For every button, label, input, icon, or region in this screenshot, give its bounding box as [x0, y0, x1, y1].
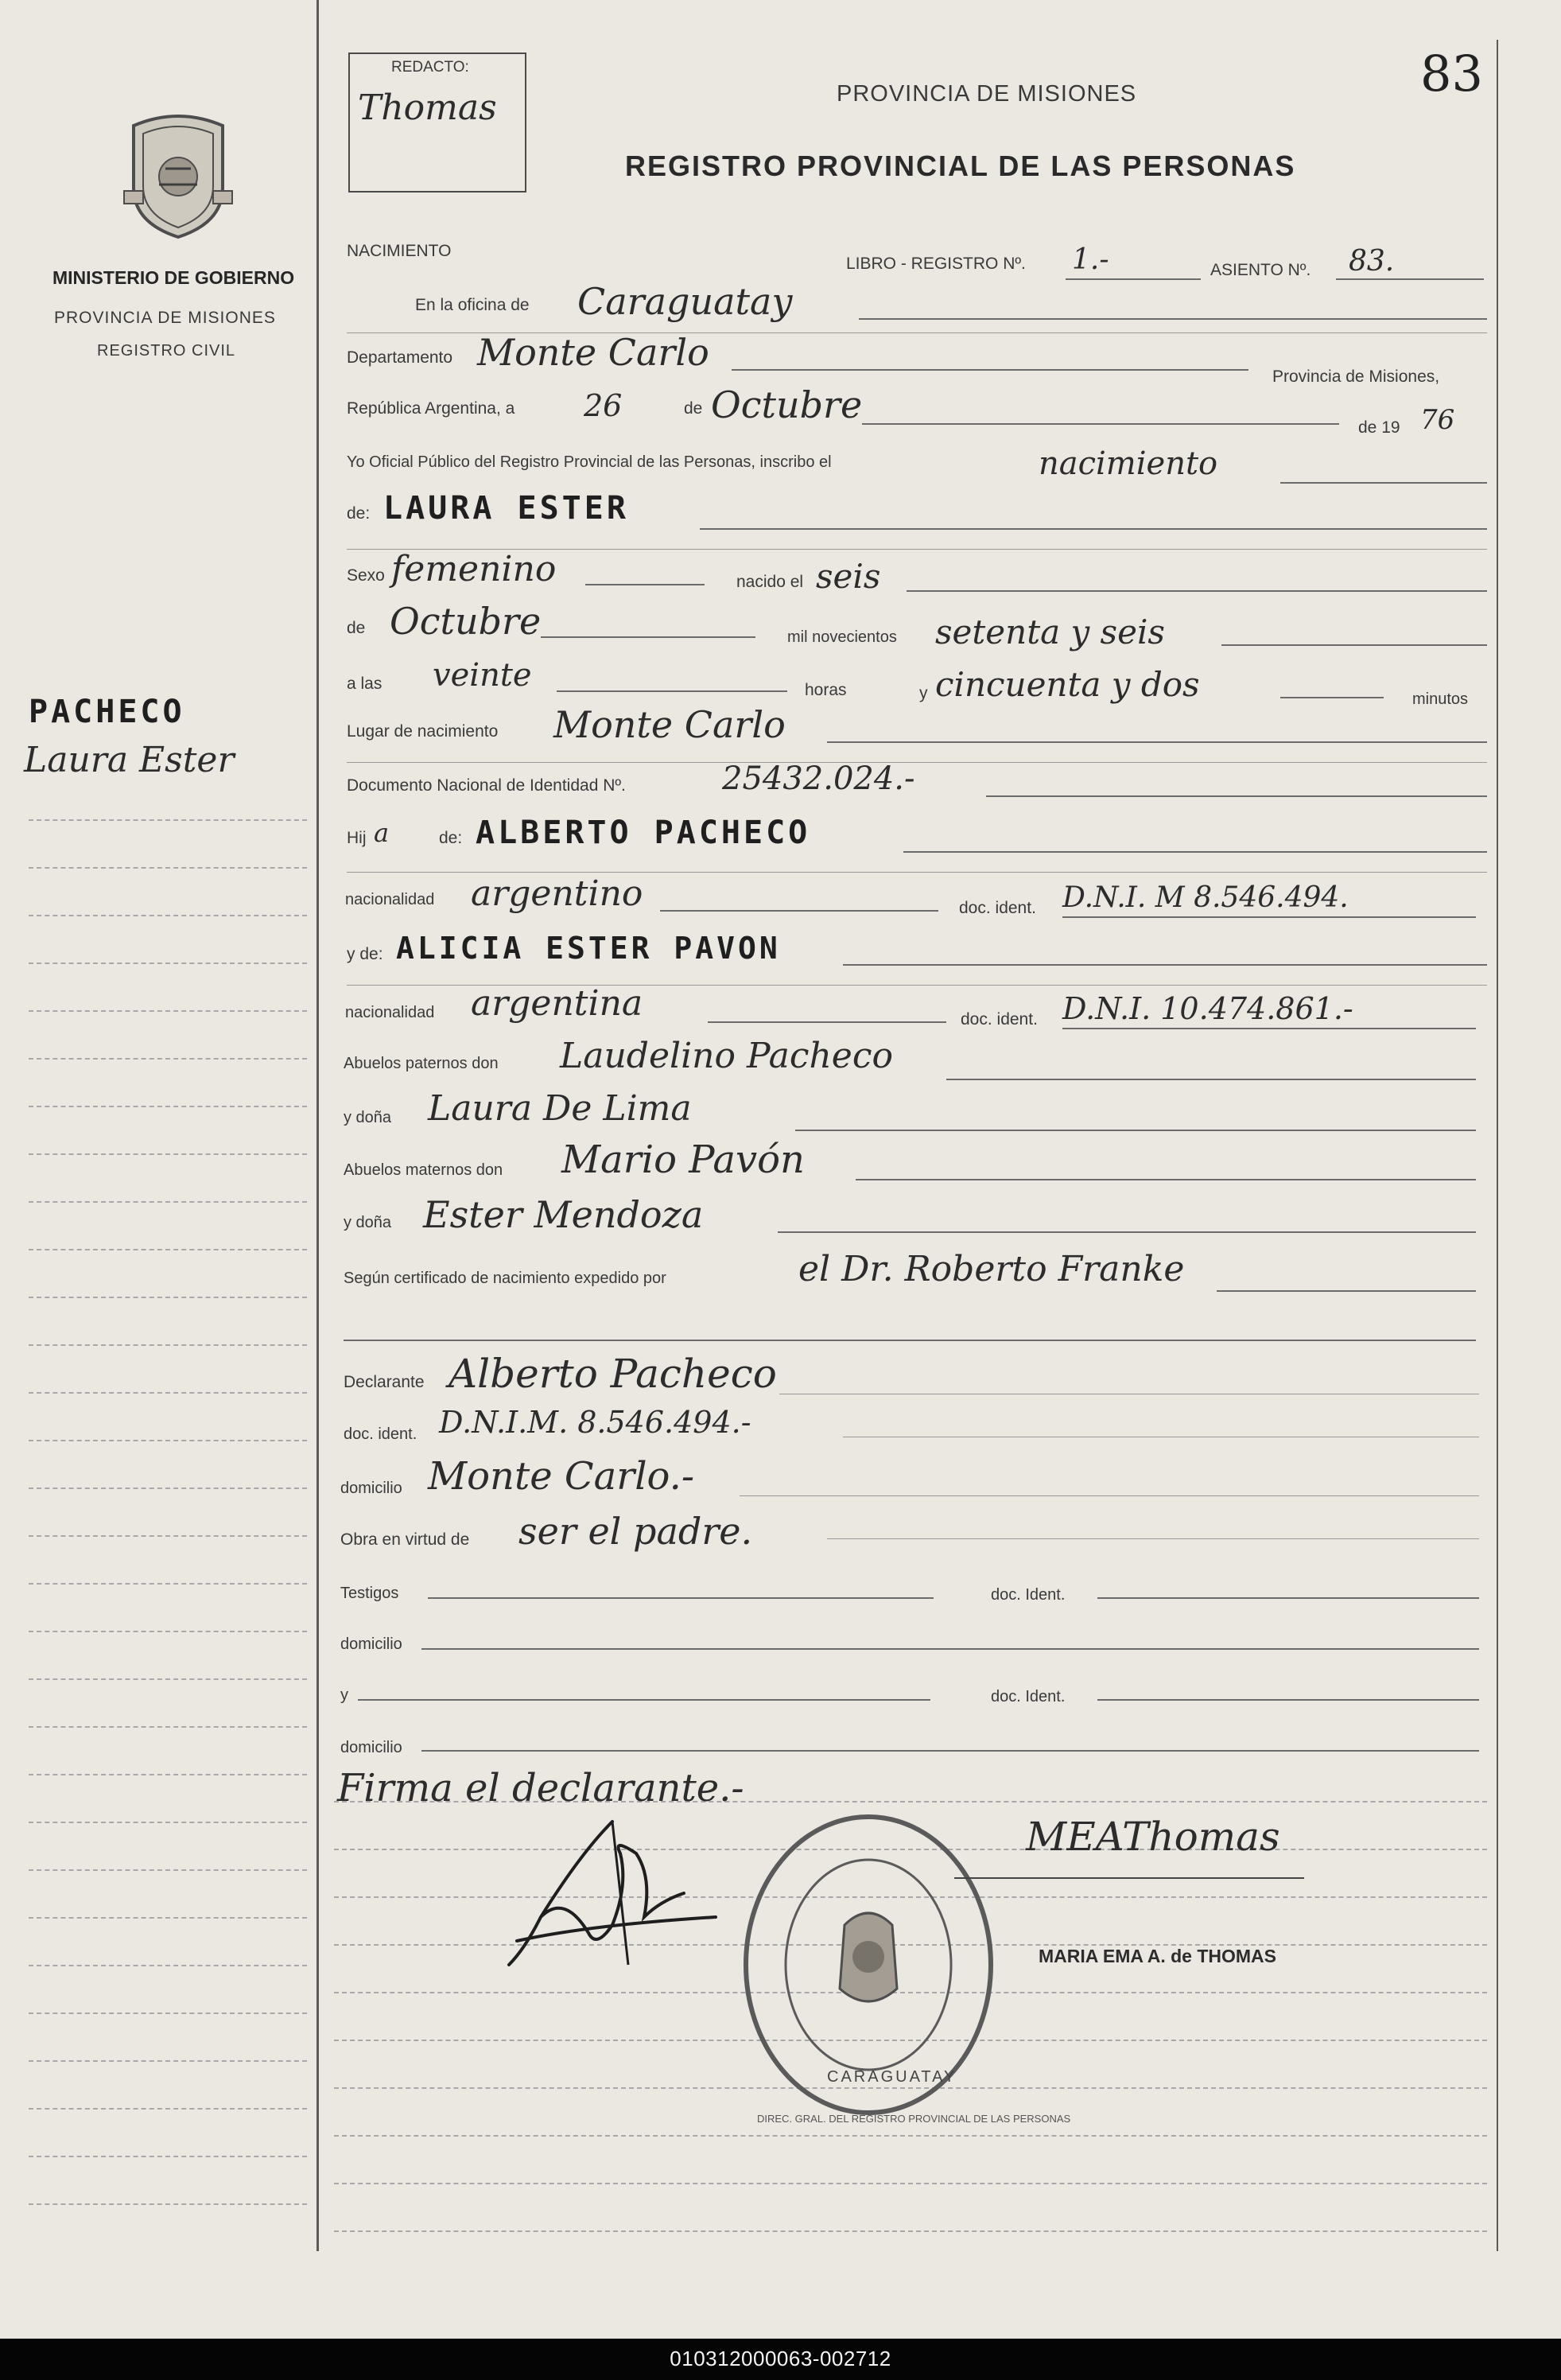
child-name: LAURA ESTER [383, 490, 629, 527]
right-margin-line [1497, 40, 1498, 2251]
inscribo-label: Yo Oficial Público del Registro Provincial de las Personas, inscribo el [347, 453, 832, 471]
lugar-line-2 [347, 762, 1487, 763]
dni-line [986, 795, 1487, 797]
name-line [700, 528, 1487, 530]
province-heading: PROVINCIA DE MISIONES [837, 81, 1137, 107]
margin-line [29, 1726, 307, 1728]
margin-line [29, 1344, 307, 1346]
margin-line [29, 1869, 307, 1871]
y2-line [358, 1699, 930, 1701]
nacido-value: seis [816, 557, 881, 596]
ministry-emblem [118, 111, 239, 247]
month-value: Octubre [711, 383, 863, 426]
departamento-line [732, 369, 1248, 371]
minutes-value: cincuenta y dos [935, 665, 1200, 704]
hour-value: veinte [433, 657, 532, 694]
margin-line [29, 1106, 307, 1107]
sign-line [334, 2183, 1487, 2184]
father-doc-line [1062, 916, 1476, 918]
margin-line [29, 1535, 307, 1537]
margin-line [29, 1058, 307, 1060]
de-month-label: de [347, 619, 366, 637]
abuelo-mat-line [856, 1179, 1476, 1180]
mother-line [843, 964, 1487, 966]
lugar-line [827, 741, 1487, 743]
asiento-label: ASIENTO Nº. [1210, 261, 1311, 279]
mother-doc-label: doc. ident. [961, 1010, 1038, 1029]
sexo-line [585, 584, 705, 585]
minutos-label: minutos [1412, 690, 1469, 708]
abuela-pat-line [795, 1130, 1476, 1131]
republica-label: República Argentina, a [347, 399, 515, 418]
dni-value: 25432.024.- [722, 760, 915, 797]
left-margin-line [316, 0, 319, 2251]
year-value: 76 [1420, 404, 1455, 436]
oficina-value: Caraguatay [577, 280, 793, 323]
page-number: 83 [1420, 45, 1483, 103]
certificado-line [1217, 1290, 1476, 1292]
margin-line [29, 1201, 307, 1203]
test2-doc-label: doc. Ident. [991, 1688, 1066, 1705]
obra-value: ser el padre. [518, 1510, 753, 1553]
certificado-label: Según certificado de nacimiento expedido por [344, 1270, 666, 1287]
father-line [903, 851, 1487, 853]
decl-doc-label: doc. ident. [344, 1425, 417, 1443]
oficina-line [859, 318, 1487, 320]
father-name: ALBERTO PACHECO [476, 815, 811, 851]
y2-label: y [340, 1686, 348, 1704]
test2-doc-line [1097, 1699, 1479, 1701]
lugar-label: Lugar de nacimiento [347, 722, 499, 741]
mil-label: mil novecientos [787, 628, 897, 646]
a-las-label: a las [347, 675, 382, 693]
obra-line [827, 1538, 1479, 1539]
domicilio-label: domicilio [340, 1480, 402, 1497]
y-label: y [919, 684, 928, 702]
testigos-label: Testigos [340, 1585, 399, 1602]
father-de-label: de: [439, 829, 463, 847]
hijo-suffix: a [374, 818, 390, 848]
margin-line [29, 1010, 307, 1012]
libro-label: LIBRO - REGISTRO Nº. [846, 255, 1026, 273]
father-nat-value: argentino [471, 873, 643, 914]
redacto-value: Thomas [358, 88, 497, 128]
departamento-value: Monte Carlo [477, 331, 709, 374]
margin-line [29, 1392, 307, 1394]
abuelo-pat-line [946, 1079, 1476, 1080]
margin-line [29, 2108, 307, 2110]
redacto-label: REDACTO: [391, 59, 469, 76]
test-doc-label: doc. Ident. [991, 1586, 1066, 1604]
officer-signature-line [954, 1877, 1304, 1879]
lugar-value: Monte Carlo [553, 703, 786, 746]
domicilio-value: Monte Carlo.- [428, 1454, 695, 1499]
abuela-mat-label: y doña [344, 1214, 392, 1231]
month-line [862, 423, 1339, 425]
margin-line [29, 1774, 307, 1775]
provincia-suffix: Provincia de Misiones, [1272, 368, 1440, 386]
test-doc-line [1097, 1597, 1479, 1599]
oficina-label: En la oficina de [415, 296, 530, 314]
abuelos-pat-label: Abuelos paternos don [344, 1055, 499, 1072]
margin-line [29, 1440, 307, 1441]
domicilio2-line [421, 1648, 1479, 1650]
sign-line [334, 2230, 1487, 2232]
year-prefix: de 19 [1358, 418, 1400, 437]
act-type-label: NACIMIENTO [347, 242, 452, 260]
inscribo-value: nacimiento [1039, 445, 1218, 482]
margin-line [29, 962, 307, 964]
margin-line [29, 1249, 307, 1250]
nacido-line [907, 590, 1487, 592]
officer-signature: MEAThomas [1026, 1814, 1280, 1860]
libro-line [1066, 278, 1201, 280]
asiento-value: 83. [1349, 245, 1395, 278]
decl-doc-value: D.N.I.M. 8.546.494.- [439, 1405, 751, 1440]
domicilio3-line [421, 1750, 1479, 1752]
margin-line [29, 1678, 307, 1680]
mother-nat-line [708, 1021, 946, 1023]
seal-text: DIREC. GRAL. DEL REGISTRO PROVINCIAL DE LAS PERSONAS [757, 2113, 1071, 2125]
testigos-line [428, 1597, 934, 1599]
ministry-name: MINISTERIO DE GOBIERNO [52, 267, 295, 288]
margin-given-names: Laura Ester [24, 740, 235, 780]
day-value: 26 [584, 388, 623, 423]
mother-doc-line [1062, 1028, 1476, 1029]
margin-line [29, 819, 307, 821]
abuelo-pat-value: Laudelino Pacheco [560, 1036, 893, 1076]
domicilio3-label: domicilio [340, 1739, 402, 1756]
margin-surname: PACHECO [29, 694, 185, 730]
father-nat-line [660, 910, 938, 912]
de-label: de [684, 399, 703, 418]
officer-name: MARIA EMA A. de THOMAS [1039, 1946, 1276, 1966]
margin-line [29, 2012, 307, 2014]
abuela-mat-value: Ester Mendoza [423, 1193, 704, 1236]
hijo-label: Hij [347, 829, 367, 847]
mother-doc-value: D.N.I. 10.474.861.- [1062, 991, 1353, 1026]
declarante-label: Declarante [344, 1373, 425, 1391]
birth-month-line [541, 636, 755, 638]
sign-line [334, 2135, 1487, 2137]
minutes-line [1280, 697, 1384, 698]
margin-line [29, 1583, 307, 1585]
name-de-label: de: [347, 504, 371, 523]
margin-line [29, 1153, 307, 1155]
certificado-value: el Dr. Roberto Franke [798, 1249, 1185, 1289]
horas-label: horas [805, 681, 847, 699]
margin-line [29, 2203, 307, 2205]
margin-line [29, 1488, 307, 1489]
seal-place: CARAGUATAY [827, 2068, 957, 2086]
domicilio2-label: domicilio [340, 1635, 402, 1653]
abuela-pat-label: y doña [344, 1109, 392, 1126]
document-id: 010312000063-002712 [670, 2347, 891, 2370]
margin-line [29, 2156, 307, 2157]
father-doc-value: D.N.I. M 8.546.494. [1062, 881, 1349, 914]
margin-line [29, 2060, 307, 2062]
firma-note: Firma el declarante.- [337, 1766, 744, 1810]
margin-line [29, 1631, 307, 1632]
departamento-label: Departamento [347, 348, 453, 367]
registry-title: REGISTRO PROVINCIAL DE LAS PERSONAS [625, 150, 1296, 182]
nacido-label: nacido el [736, 573, 804, 591]
libro-value: 1.- [1072, 243, 1109, 276]
declarant-signature [493, 1806, 732, 1981]
margin-line [29, 1965, 307, 1966]
inscribo-line [1280, 482, 1487, 484]
declarante-value: Alberto Pacheco [448, 1351, 777, 1397]
abuela-pat-value: Laura De Lima [428, 1088, 692, 1129]
certificado-line-2 [344, 1340, 1476, 1341]
abuelo-mat-value: Mario Pavón [561, 1138, 805, 1182]
margin-line [29, 1917, 307, 1919]
hour-line [557, 690, 787, 692]
margin-line [29, 867, 307, 869]
abuela-mat-line [778, 1231, 1476, 1233]
mil-line [1221, 644, 1487, 646]
margin-line [29, 1822, 307, 1823]
mother-nat-label: nacionalidad [345, 1004, 435, 1021]
birth-month-value: Octubre [390, 600, 542, 643]
sexo-label: Sexo [347, 566, 385, 585]
obra-label: Obra en virtud de [340, 1530, 470, 1549]
margin-line [29, 1297, 307, 1298]
abuelos-mat-label: Abuelos maternos don [344, 1161, 503, 1179]
ministry-province: PROVINCIA DE MISIONES [54, 309, 276, 327]
sexo-value: femenino [391, 549, 557, 589]
ministry-registry: REGISTRO CIVIL [97, 342, 236, 360]
father-doc-label: doc. ident. [959, 899, 1036, 917]
mother-de-label: y de: [347, 945, 383, 963]
father-line-2 [347, 872, 1487, 873]
margin-line [29, 915, 307, 916]
mil-value: setenta y seis [935, 612, 1165, 651]
mother-nat-value: argentina [471, 983, 643, 1024]
mother-name: ALICIA ESTER PAVON [396, 931, 781, 966]
dni-label: Documento Nacional de Identidad Nº. [347, 776, 626, 795]
domicilio-line [740, 1495, 1479, 1496]
footer-bar [0, 2339, 1561, 2380]
father-nat-label: nacionalidad [345, 891, 435, 908]
asiento-line [1336, 278, 1484, 280]
